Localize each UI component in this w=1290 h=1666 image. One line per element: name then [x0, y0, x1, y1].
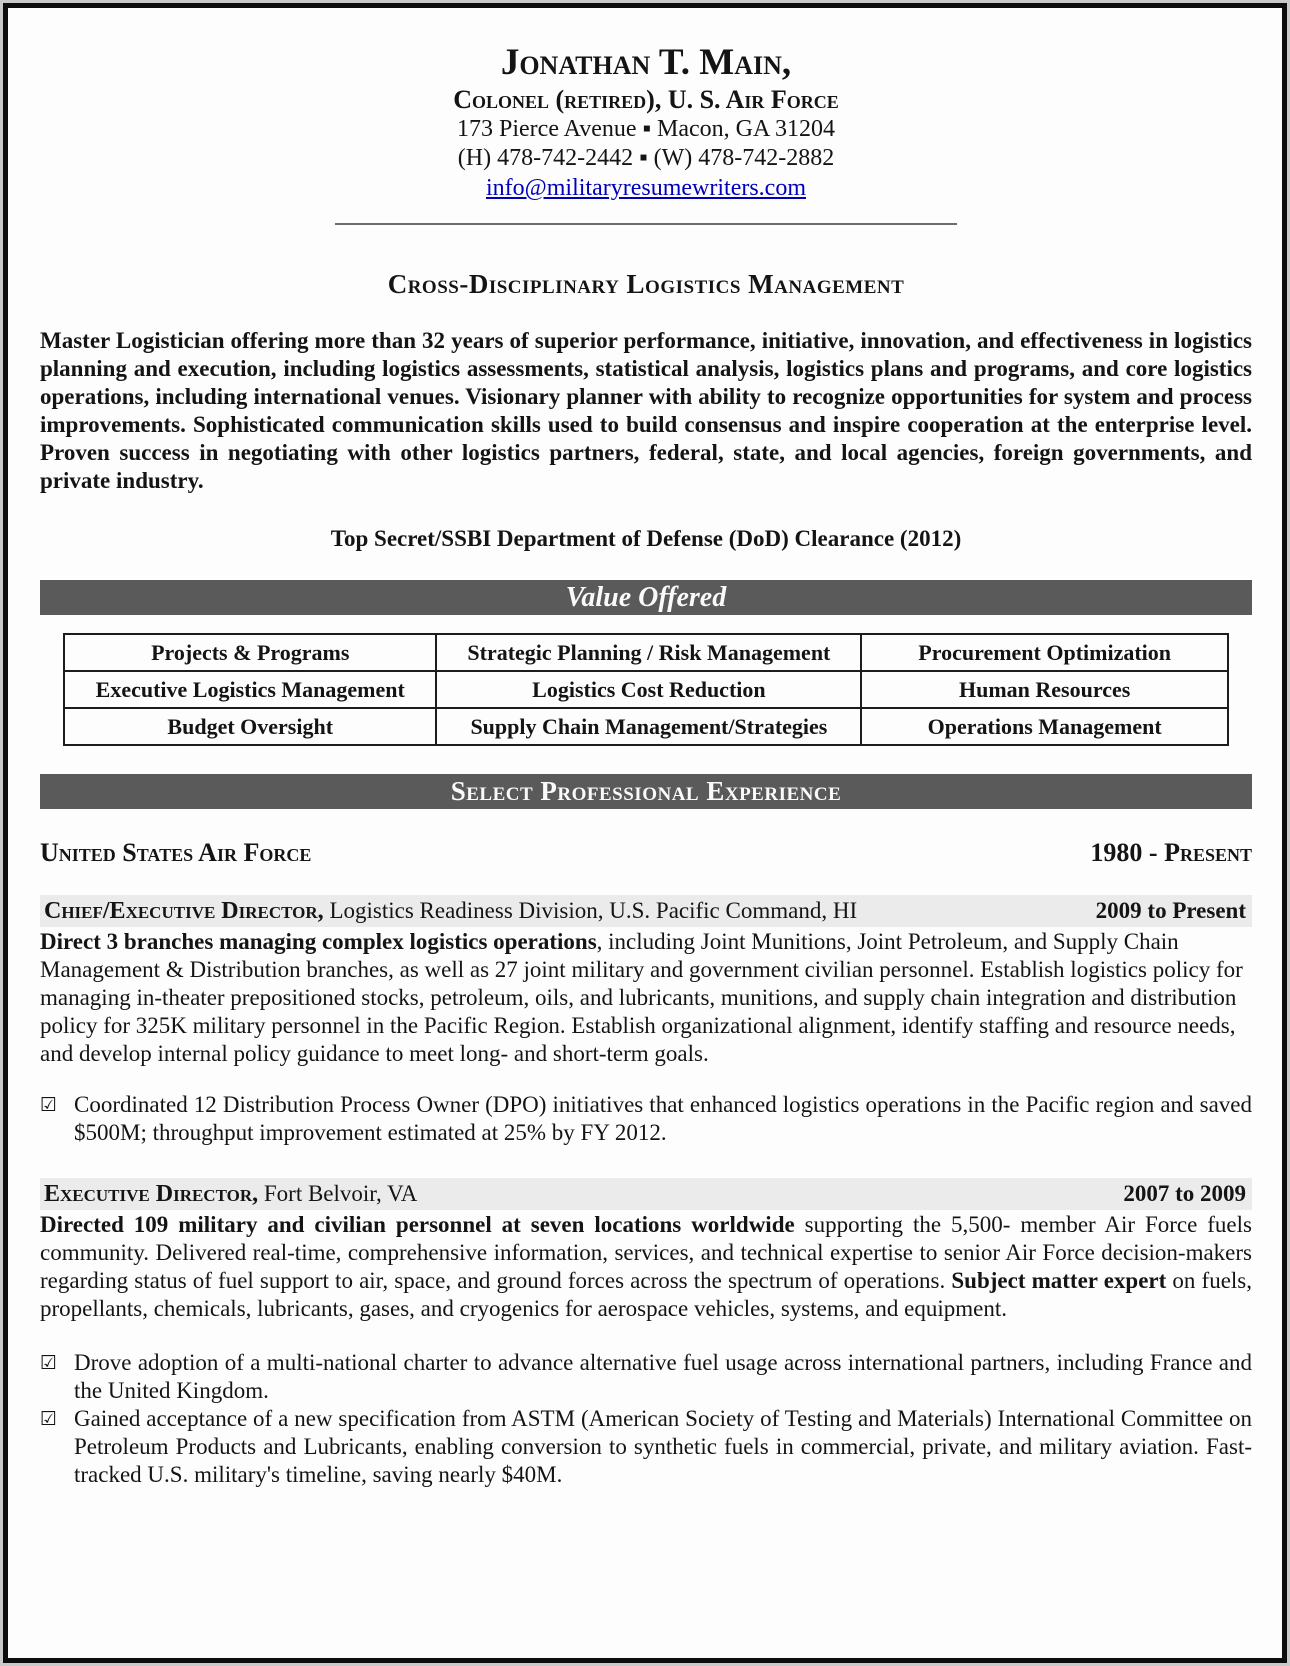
job-description-text: supporting the 5,500- member Air Force fuels community. Delivered real-time, comprehensive information, services, and technical expertise to senior Air Force decision-makers regarding status of fuel support to air, space, and ground forces across the spectrum of operations.: [40, 1212, 1252, 1293]
candidate-name: Jonathan T. Main,: [500, 42, 792, 83]
job-title-line: [44, 1180, 417, 1208]
job-header-chief-executive-director: [40, 895, 1252, 927]
job-title-line: [44, 897, 857, 925]
job-title: Chief/Executive Director,: [44, 898, 324, 924]
job-description-lead: Subject matter expert: [951, 1268, 1167, 1293]
job-header-executive-director: [40, 1178, 1252, 1210]
job-description-text: , including Joint Munitions, Joint Petroleum, and Supply Chain Management & Distribution branches, as well as 27 joint military and government civilian personnel. Establish logistics policy for managing in-theater prepositioned stocks, petroleum, oils, and lubricants, munitions, and supply chain integration and distribution policy for 325K military personnel in the Pacific Region. Establish organizational alignment, identify staffing and resource needs, and develop internal policy guidance to meet long- and short-term goals.: [40, 929, 1243, 1066]
job-dates: 2009 to Present: [1095, 898, 1246, 923]
resume-page: [3, 3, 1287, 1663]
candidate-rank: Colonel (retired), U. S. Air Force: [453, 85, 839, 114]
job-location: Logistics Readiness Division, U.S. Pacific Command, HI: [323, 898, 858, 923]
table-row: [64, 671, 1228, 708]
list-item: [40, 1091, 1252, 1147]
value-cell: Logistics Cost Reduction: [436, 671, 861, 708]
value-cell: Operations Management: [861, 708, 1228, 745]
job-description-text: on fuels, propellants, chemicals, lubricants, gases, and cryogenics for aerospace vehicles, systems, and equipment.: [40, 1268, 1253, 1321]
list-item: [40, 1349, 1252, 1405]
email-line: [40, 173, 1252, 203]
job-description: [40, 1211, 1252, 1323]
job-title: Executive Director,: [44, 1181, 259, 1207]
value-cell: Human Resources: [861, 671, 1228, 708]
achievement-text: Drove adoption of a multi-national charter to advance alternative fuel usage across international partners, including France and the United Kingdom.: [74, 1350, 1252, 1403]
resume-headline: Cross-Disciplinary Logistics Management: [387, 269, 905, 299]
employer-row: [40, 838, 1252, 868]
job-location: Fort Belvoir, VA: [258, 1181, 418, 1206]
value-cell: Procurement Optimization: [861, 634, 1228, 671]
header-divider: [335, 223, 957, 225]
job-description: [40, 928, 1252, 1068]
value-cell: Executive Logistics Management: [64, 671, 436, 708]
value-cell: Supply Chain Management/Strategies: [436, 708, 861, 745]
value-offered-table: [63, 633, 1229, 746]
clearance-line: Top Secret/SSBI Department of Defense (DoD) Clearance (2012): [330, 526, 962, 551]
section-banner-professional-experience: Select Professional Experience: [40, 774, 1252, 809]
checkbox-bullet-icon: ☑: [40, 1352, 58, 1374]
checkbox-bullet-icon: ☑: [40, 1408, 58, 1430]
achievement-text: Gained acceptance of a new specification from ASTM (American Society of Testing and Materials) International Committee on Petroleum Products and Lubricants, enabling conversion to synthetic fuels in commercial, private, and military aviation. Fast-tracked U.S. military's timeline, saving nearly $40M.: [74, 1406, 1252, 1487]
employer-name: United States Air Force: [40, 838, 312, 867]
value-cell: Projects & Programs: [64, 634, 436, 671]
job-description-lead: Direct 3 branches managing complex logistics operations: [40, 929, 597, 954]
job-dates: 2007 to 2009: [1123, 1181, 1246, 1206]
summary-paragraph: Master Logistician offering more than 32 years of superior performance, initiative, innovation, and effectiveness in logistics planning and execution, including logistics assessments, statistical analysis, logistics plans and programs, and core logistics operations, including international venues. Visionary planner with ability to recognize opportunities for system and process improvements. Sophisticated communication skills used to build consensus and inspire cooperation at the enterprise level. Proven success in negotiating with other logistics partners, federal, state, and local agencies, foreign governments, and private industry.: [40, 328, 1252, 493]
achievement-list: [40, 1091, 1252, 1147]
achievement-list: [40, 1349, 1252, 1489]
achievement-text: Coordinated 12 Distribution Process Owner (DPO) initiatives that enhanced logistics operations in the Pacific region and saved $500M; throughput improvement estimated at 25% by FY 2012.: [74, 1092, 1252, 1145]
section-banner-value-offered: Value Offered: [40, 580, 1252, 615]
employer-dates: 1980 - Present: [1090, 838, 1252, 867]
phone-line: (H) 478-742-2442 ▪ (W) 478-742-2882: [457, 145, 835, 171]
list-item: [40, 1405, 1252, 1489]
address-line: 173 Pierce Avenue ▪ Macon, GA 31204: [457, 116, 835, 142]
job-description-lead: Directed 109 military and civilian personnel at seven locations worldwide: [40, 1212, 795, 1237]
table-row: [64, 634, 1228, 671]
table-row: [64, 708, 1228, 745]
checkbox-bullet-icon: ☑: [40, 1094, 58, 1116]
header-block: [40, 42, 1252, 225]
value-cell: Strategic Planning / Risk Management: [436, 634, 861, 671]
value-cell: Budget Oversight: [64, 708, 436, 745]
email-link[interactable]: info@militaryresumewriters.com: [485, 175, 806, 201]
